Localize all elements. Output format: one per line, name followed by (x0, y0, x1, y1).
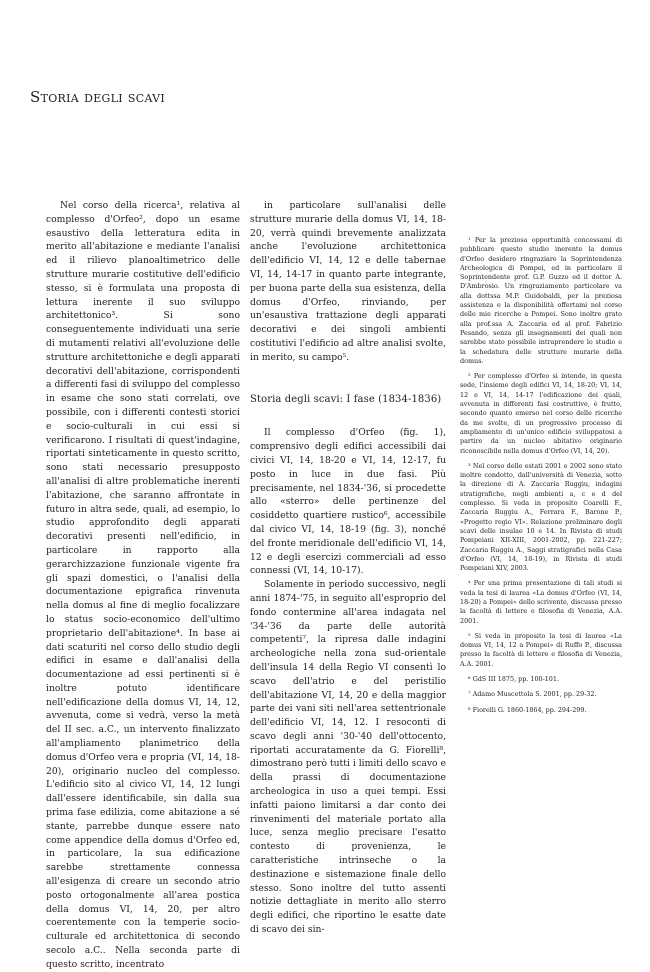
text-column-middle (250, 199, 446, 937)
footnote-7: ⁷ Adamo Muscettola S. 2001, pp. 29-32. (468, 690, 597, 699)
footnote-1: ¹ Per la preziosa opportunità concessami di pubblicare questo studio inerente la domus d'Orfeo desidero ringraziare la Soprintendenza Archeologica di Pompei, ed in particolare il Soprintendente prof. G.P. Guzzo ed il dottor A. D'Ambrosio. Un ringraziamento particolare va alla dottssa M.P. Guidobaldi, per la preziosa assistenza e la disponibilità offertami nel corso delle mie ricerche a Pompei. Sono inoltre grato alla prof.ssa A. Zaccaria ed al prof. Fabrizio Pesando, senza gli insegnamenti dei quali non sarebbe stato possibile intraprendere lo studio e la schedatura delle strutture murarie della domus. (460, 236, 622, 365)
footnotes-column (460, 236, 622, 721)
continuation-paragraph: in particolare sull'analisi delle strutture murarie della domus VI, 14, 18-20, verrà quindi brevemente analizzata anche l'evoluzione architettonica dell'edificio VI, 14, 12 e delle tabernae VI, 14, 14-17 in quanto parte integrante, per buona parte della sua esistenza, della domus d'Orfeo, rinviando, per un'esaustiva trattazione degli apparati decorativi e dei singoli ambienti costitutivi l'edificio ad altre analisi svolte, in merito, su campo⁵. (250, 200, 446, 363)
intro-paragraph: Nel corso della ricerca¹, relativa al complesso d'Orfeo², dopo un esame esaustivo della letteratura edita in merito all'abitazione e mediante l'analisi ed il rilievo planoaltimetrico delle strutture murarie costitutive dell'edificio stesso, si è formulata una proposta di lettura inerente il suo sviluppo architettonico³. Si sono conseguentemente individuati una serie di mutamenti relativi all'evoluzione delle strutture architettoniche e degli apparati decorativi dell'abitazione, corrispondenti a differenti fasi di sviluppo del complesso in esame che sono stati correlati, ove possibile, con i differenti contesti storici e socio-culturali in cui essi si verificarono. I risultati di quest'indagine, riportati sinteticamente in questo scritto, sono stati necessario presupposto all'analisi di altre problematiche inerenti l'abitazione, che saranno affrontate in futuro in altra sede, quali, ad esempio, lo studio approfondito degli apparati decorativi presenti nell'edificio, in particolare in rapporto alla gerarchizzazione funzionale vigente fra gli spazi domestici, o l'analisi della documentazione epigrafica rinvenuta nella domus al fine di meglio focalizzare lo status socio-economico dell'ultimo proprietario dell'abitazione⁴. In base ai dati scaturiti nel corso dello studio degli edifici in esame e dall'analisi della documentazione ad essi pertinenti si è inoltre potuto identificare nell'edificazione della domus VI, 14, 12, avvenuta, come si vedrà, verso la metà del II sec. a.C., un intervento finalizzato all'ampliamento planimetrico della domus d'Orfeo vera e propria (VI, 14, 18-20), originario nucleo del complesso. L'edificio sito al civico VI, 14, 12 lungi dall'essere identificabile, sin dalla sua prima fase edilizia, come abitazione a sé stante, parrebbe dunque essere nato come appendice della domus d'Orfeo ed, in particolare, la sua edificazione sarebbe strettamente connessa all'esigenza di creare un secondo atrio posto ortogonalmente all'area postica della domus VI, 14, 20, per altro coerentemente con la temperie socio-culturale ed architettonica di secondo secolo a.C.. Nella seconda parte di questo scritto, incentrato (46, 200, 240, 970)
text-column-left (46, 199, 240, 972)
footnote-4: ⁴ Per una prima presentazione di tali studi si veda la tesi di laurea «La domus d'Orfeo (VI, 14, 18-20) a Pompei» dello scrivente, discussa presso la facoltà di lettere e filosofia di Venezia, A.A. 2001. (460, 579, 622, 625)
footnote-2: ² Per complesso d'Orfeo si intende, in questa sede, l'insieme degli edifici VI, 14, 18-20; VI, 14, 12 e VI, 14, 14-17 l'edificazione dei quali, avvenuta in differenti fasi costruttive, è frutto, secondo quanto emerso nel corso delle ricerche da me svolte, di un progressivo processo di ampliamento di un'unico edificio sviluppatosi a partire da un nucleo abitativo originario riconoscibile nella domus d'Orfeo (VI, 14, 20). (460, 372, 622, 455)
footnote-6: ⁶ GdS III 1875, pp. 100-101. (468, 675, 559, 684)
footnote-3: ³ Nel corso delle estati 2001 e 2002 sono stato inoltre condotto, dall'università di Venezia, sotto la direzione di A. Zaccaria Ruggiu, indagini stratigrafiche, negli ambienti a, c e d del complesso. Si veda in proposito Coarelli F., Zaccaria Ruggiu A., Ferrara F., Barone P., «Progetto regio VI». Relazione preliminare degli scavi delle insulae 10 e 14. In Rivista di studi Pompeiani XII-XIII, 2001-2002, pp. 221-227; Zaccaria Ruggiu A., Saggi stratigrafici nella Casa d'Orfeo (VI, 14, 18-19), in Rivista di studi Pompeiani XIV, 2003. (460, 461, 622, 573)
chapter-title: Storia degli scavi (30, 88, 166, 106)
footnote-8: ⁸ Fiorelli G. 1860-1864, pp. 294-299. (468, 705, 587, 714)
body-paragraph-second-phase: Solamente in periodo successivo, negli anni 1874-'75, in seguito all'esproprio del fondo contermine all'area indagata nel '34-'36 da parte delle autorità competenti⁷, la ripresa dalle indagini archeologiche nella zona sud-orientale dell'insula 14 della Regio VI consentì lo scavo dell'atrio e del peristilio dell'abitazione VI, 14, 20 e della maggior parte dei vani siti nell'area settentrionale dell'edificio VI, 14, 12. I resoconti di scavo degli anni '30-'40 dell'ottocento, riportati accuratamente da G. Fiorelli⁸, dimostrano però tutti i limiti dello scavo e della prassi di documentazione archeologica in uso a quei tempi. Essi infatti paiono limitarsi a dar conto dei rinvenimenti del materiale portato alla luce, senza meglio precisare l'esatto contesto di provenienza, le caratteristiche intrinseche o la destinazione e sistemazione finale dello stesso. Sono inoltre del tutto assenti notizie dettagliate in merito allo sterro degli edifici, che riportino le esatte date di scavo dei sin- (250, 579, 446, 936)
body-paragraph-first-phase: Il complesso d'Orfeo (fig. 1), comprensivo degli edifici accessibili dai civici VI, 14, 18-20 e VI, 14, 12-17, fu posto in luce in due fasi. Più precisamente, nel 1834-'36, si procedette allo «sterro» delle pertinenze del cosiddetto quartiere rustico⁶, accessibile dal civico VI, 14, 18-19 (fig. 3), nonché del fronte meridionale dell'edificio VI, 14, 12 e degli esercizi commerciali ad esso connessi (VI, 14, 10-17). (250, 427, 446, 577)
footnote-5: ⁵ Si veda in proposito la tesi di laurea «La domus VI, 14, 12 a Pompei» di Ruffo P., discussa presso la facoltà di lettere e filosofia di Venezia, A.A. 2001. (460, 631, 622, 668)
section-heading: Storia degli scavi: I fase (1834-1836) (250, 393, 442, 405)
